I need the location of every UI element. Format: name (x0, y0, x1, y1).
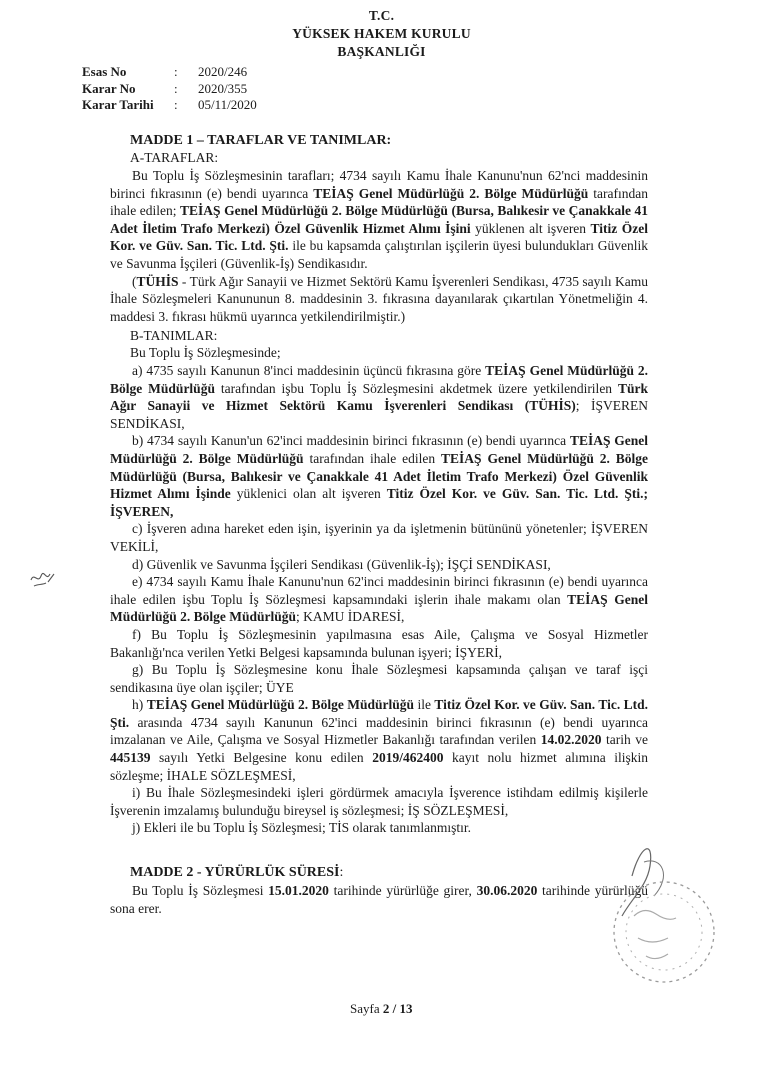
karar-tarihi-label: Karar Tarihi (82, 97, 154, 112)
taraflar-paragraph: Bu Toplu İş Sözleşmesinin tarafları; 4734 sayılı Kamu İhale Kanunu'nun 62'nci maddesinin birinci fıkrasının (e) bendi uyarınca TEİAŞ Genel Müdürlüğü 2. Bölge Müdürlüğü tarafından ihale edilen; TEİAŞ Genel Müdürlüğü 2. Bölge Müdürlüğü (Bursa, Balıkesir ve Çanakkale 41 Adet İletim Trafo Merkezi) Özel Güvenlik Hizmet Alımı İşini yüklenen alt işveren Titiz Özel Kor. ve Güv. San. Tic. Ltd. Şti. ile bu kapsamda çalıştırılan işçilerin üyesi bulundukları Güvenlik ve Savunma İşçileri (Güvenlik-İş) Sendikasıdır. (TÜHİS - Türk Ağır Sanayii ve Hizmet Sektörü Kamu İşverenleri Sendikası, 4735 sayılı Kamu İhale Sözleşmeleri Kanununun 8. maddesinin 3. fıkrasına dayanılarak çıkartılan Yönetmeliğin 4. maddesi 3. fıkrası hükmü uyarınca yetkilendirilmiştir.) (110, 168, 648, 324)
esas-value: 2020/246 (198, 64, 248, 79)
madde-1-heading: MADDE 1 – TARAFLAR VE TANIMLAR: (130, 133, 392, 148)
karar-value: 2020/355 (198, 80, 248, 96)
taraflar-subheading: A-TARAFLAR: (130, 150, 219, 165)
madde-2-heading: MADDE 2 - YÜRÜRLÜK SÜRESİ: (130, 865, 344, 880)
tanimlar-intro: Bu Toplu İş Sözleşmesinde; (130, 345, 281, 360)
karar-tarihi-value: 05/11/2020 (198, 97, 257, 112)
tanimlar-list: a) 4735 sayılı Kanunun 8'inci maddesinin üçüncü fıkrasına göre TEİAŞ Genel Müdürlüğü 2. Bölge Müdürlüğü tarafından işbu Toplu İş Sözleşmesini akdetmek üzere yetkilendirilen Türk Ağır Sanayii ve Hizmet Sektörü Kamu İşverenleri Sendikası (TÜHİS); İŞVEREN SENDİKASI, b) 4734 sayılı Kanun'un 62'inci maddesinin birinci fıkrasının (e) bendi uyarınca TEİAŞ Genel Müdürlüğü 2. Bölge Müdürlüğü tarafından ihale edilen TEİAŞ Genel Müdürlüğü 2. Bölge Müdürlüğü (Bursa, Balıkesir ve Çanakkale 41 Adet İletim Trafo Merkezi) Özel Güvenlik Hizmet Alımı İşinde yüklenici olan alt işveren Titiz Özel Kor. ve Güv. San. Tic. Ltd. Şti.; İŞVEREN, c) İşveren adına hareket eden işin, işyerinin ya da işletmenin bütününü yönetenler; İŞVEREN VEKİLİ, d) Güvenlik ve Savunma İşçileri Sendikası (Güvenlik-İş); İŞÇİ SENDİKASI, e) 4734 sayılı Kamu İhale Kanunu'nun 62'inci maddesinin birinci fıkrasının (e) bendi uyarınca ihale edilen işbu Toplu İş Sözleşmesi kapsamındaki işlerin ihale makamı olan TEİAŞ Genel Müdürlüğü 2. Bölge Müdürlüğü; KAMU İDARESİ, f) Bu Toplu İş Sözleşmesinin yapılmasına esas Aile, Çalışma ve Sosyal Hizmetler Bakanlığı'nca verilen Yetki Belgesi kapsamında bulunan işyeri; İŞYERİ, g) Bu Toplu İş Sözleşmesine konu İhale Sözleşmesi kapsamında çalışan ve taraf işçi sendikasına üye olan işçiler; ÜYE h) TEİAŞ Genel Müdürlüğü 2. Bölge Müdürlüğü ile Titiz Özel Kor. ve Güv. San. Tic. Ltd. Şti. arasında 4734 sayılı Kanunun 62'inci maddesinin birinci fıkrasının (e) bendi uyarınca imzalanan ve Aile, Çalışma ve Sosyal Hizmetler Bakanlığı tarafından verilen 14.02.2020 tarih ve 445139 sayılı Yetki Belgesine konu edilen 2019/462400 kayıt nolu hizmet alımına ilişkin sözleşme; İHALE SÖZLEŞMESİ, i) Bu İhale Sözleşmesindeki işleri gördürmek amacıyla İşverence istihdam edilmiş kişilerle İşverenin imzalamış bulunduğu bireysel iş sözleşmesi; İŞ SÖZLEŞMESİ, j) Ekleri ile bu Toplu İş Sözleşmesi; TİS olarak tanımlanmıştır. (110, 363, 649, 836)
esas-label: Esas No (82, 64, 127, 79)
margin-initial-signature (28, 562, 58, 592)
header-tc: T.C. (368, 8, 395, 23)
tanimlar-subheading: B-TANIMLAR: (130, 328, 218, 343)
official-stamp-and-signature (592, 836, 730, 986)
yururluk-paragraph: Bu Toplu İş Sözleşmesi 15.01.2020 tarihinde yürürlüğe girer, 30.06.2020 tarihinde yürürlüğü sona erer. (110, 883, 648, 916)
page-number: Sayfa 2 / 13 (350, 1001, 413, 1016)
header-institution: YÜKSEK HAKEM KURULU (292, 26, 471, 41)
header-presidency: BAŞKANLIĞI (337, 44, 426, 59)
case-metadata: Esas No : 2020/246 Karar No : 2020/355 Karar Tarihi : 05/11/2020 (82, 64, 257, 112)
karar-label: Karar No (82, 80, 136, 96)
